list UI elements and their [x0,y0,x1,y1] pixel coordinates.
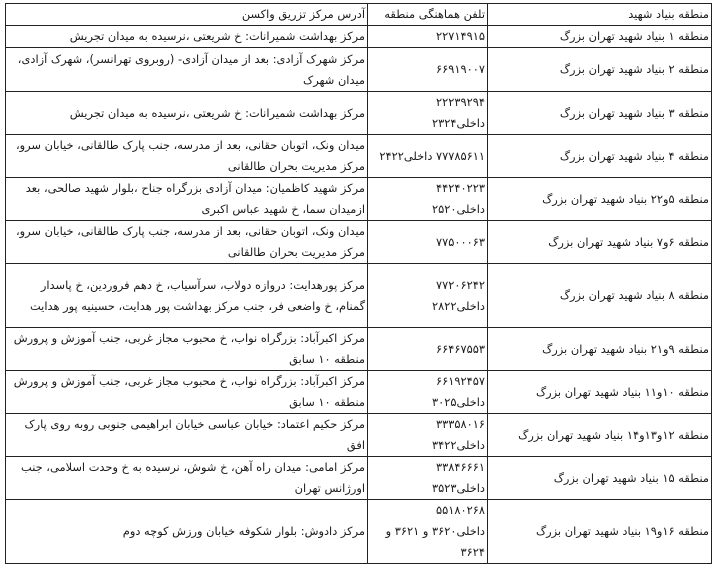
phone-cell [368,500,488,564]
vaccination-centers-table [5,3,712,564]
phone-number: ۶۶۹۱۹۰۰۷ [436,62,485,76]
phone-cell [368,135,488,178]
address-cell: مرکز شهید کاظمیان: میدان آزادی بزرگراه جناح ،بلوار شهید صالحی، بعد ازمیدان سما، خ شهید عباس اکبری [6,178,368,221]
address-cell: مرکز اکبرآباد: بزرگراه نواب، خ محبوب مجاز غربی، جنب آموزش و پرورش منطقه ۱۰ سابق [6,371,368,414]
table-body [6,26,712,564]
phone-cell [368,48,488,92]
phone-number: ۴۴۲۴۰۲۲۳ [436,181,485,195]
phone-extension: داخلی۲۵۲۰ [431,202,485,216]
phone-number: ۲۲۲۳۹۲۹۴ [436,95,485,109]
address-cell: میدان ونک، اتوبان حقانی، بعد از مدرسه، جنب پارک طالقانی، خیابان سرو، مرکز مدیریت بحران طالقانی [6,135,368,178]
table-row [6,178,712,221]
phone-cell [368,371,488,414]
phone-cell [368,264,488,328]
region-cell: منطقه ۹و۲۱ بنیاد شهید تهران بزرگ [488,328,712,371]
table-row [6,135,712,178]
region-cell: منطقه ۵و۲۲ بنیاد شهید تهران بزرگ [488,178,712,221]
phone-number: ۳۳۸۴۶۶۶۱ [436,460,485,474]
table-row [6,500,712,564]
region-cell: منطقه ۳ بنیاد شهید تهران بزرگ [488,92,712,135]
phone-extension: داخلی۲۸۲۲ [431,298,485,313]
address-cell: مرکز بهداشت شمیرانات: خ شریعتی ،نرسیده به میدان تجریش [6,92,368,135]
region-cell: منطقه ۶و۷ بنیاد شهید تهران بزرگ [488,221,712,264]
phone-extension: داخلی۳۰۲۵ [431,395,485,409]
region-cell: منطقه ۱۵ بنیاد شهید تهران بزرگ [488,457,712,500]
phone-cell [368,328,488,371]
address-cell: مرکز امامی: میدان راه آهن، خ شوش، نرسیده به خ وحدت اسلامی، جنب اورژانس تهران [6,457,368,500]
phone-number: ۷۷۵۰۰۰۶۳ [436,234,485,249]
vaccination-centers-document [5,3,711,564]
phone-number: ۵۵۱۸۰۲۶۸ [436,503,485,517]
address-cell: مرکز بهداشت شمیرانات: خ شریعتی ،نرسیده به میدان تجریش [6,26,368,48]
table-row [6,92,712,135]
phone-number: ۶۶۴۶۷۵۵۳ [436,341,485,356]
header-region: منطقه بنیاد شهید [488,4,712,26]
region-cell: منطقه ۸ بنیاد شهید تهران بزرگ [488,264,712,328]
table-row [6,264,712,328]
phone-extension: ۳۶۲۴ [460,545,485,559]
table-row [6,457,712,500]
table-row [6,328,712,371]
phone-extension: داخلی۳۶۲۰ و ۳۶۲۱ و [385,524,485,538]
table-row [6,414,712,457]
phone-extension: داخلی۳۵۲۳ [431,481,485,495]
table-header-row [6,4,712,26]
header-phone: تلفن هماهنگی منطقه [368,4,488,26]
address-cell: مرکز پورهدایت: دروازه دولاب، سرآسیاب، خ دهم فروردین، خ پاسدار گمنام، خ واضعی فر، جنب مرکز بهداشت پور هدایت، حسینیه پور هدایت [6,264,368,328]
phone-cell [368,457,488,500]
table-row [6,26,712,48]
region-cell: منطقه ۱۰و۱۱ بنیاد شهید تهران بزرگ [488,371,712,414]
region-cell: منطقه ۱۶و۱۹ بنیاد شهید تهران بزرگ [488,500,712,564]
phone-extension: داخلی۲۳۲۴ [431,116,485,130]
phone-number: ۶۶۱۹۲۴۵۷ [436,374,485,388]
region-cell: منطقه ۱ بنیاد شهید تهران بزرگ [488,26,712,48]
header-address: آدرس مرکز تزریق واکسن [6,4,368,26]
phone-cell [368,414,488,457]
address-cell: مرکز دادوش: بلوار شکوفه خیابان ورزش کوچه دوم [6,500,368,564]
region-cell: منطقه ۱۲و۱۳و۱۴ بنیاد شهید تهران بزرگ [488,414,712,457]
phone-number: ۳۳۳۵۸۰۱۶ [436,417,485,431]
table-row [6,221,712,264]
phone-cell [368,26,488,48]
table-row [6,371,712,414]
region-cell: منطقه ۴ بنیاد شهید تهران بزرگ [488,135,712,178]
phone-cell [368,178,488,221]
phone-number: ۷۷۲۰۶۲۴۲ [436,277,485,292]
table-row [6,48,712,92]
address-cell: مرکز اکبرآباد: بزرگراه نواب، خ محبوب مجاز غربی، جنب آموزش و پرورش منطقه ۱۰ سابق [6,328,368,371]
phone-cell [368,221,488,264]
phone-cell [368,92,488,135]
phone-extension: داخلی۳۴۲۲ [431,438,485,452]
region-cell: منطقه ۲ بنیاد شهید تهران بزرگ [488,48,712,92]
phone-number: ۷۷۷۸۵۶۱۱ داخلی۲۴۲۲ [379,148,485,163]
address-cell: مرکز شهرک آزادی: بعد از میدان آزادی- (روبروی تهرانسر)، شهرک آزادی، میدان شهرک [6,48,368,92]
address-cell: میدان ونک، اتوبان حقانی، بعد از مدرسه، جنب پارک طالقانی، خیابان سرو، مرکز مدیریت بحران طالقانی [6,221,368,264]
address-cell: مرکز حکیم اعتماد: خیابان عباسی خیابان ابراهیمی جنوبی روبه روی پارک افق [6,414,368,457]
phone-number: ۲۲۷۱۴۹۱۵ [436,29,485,43]
